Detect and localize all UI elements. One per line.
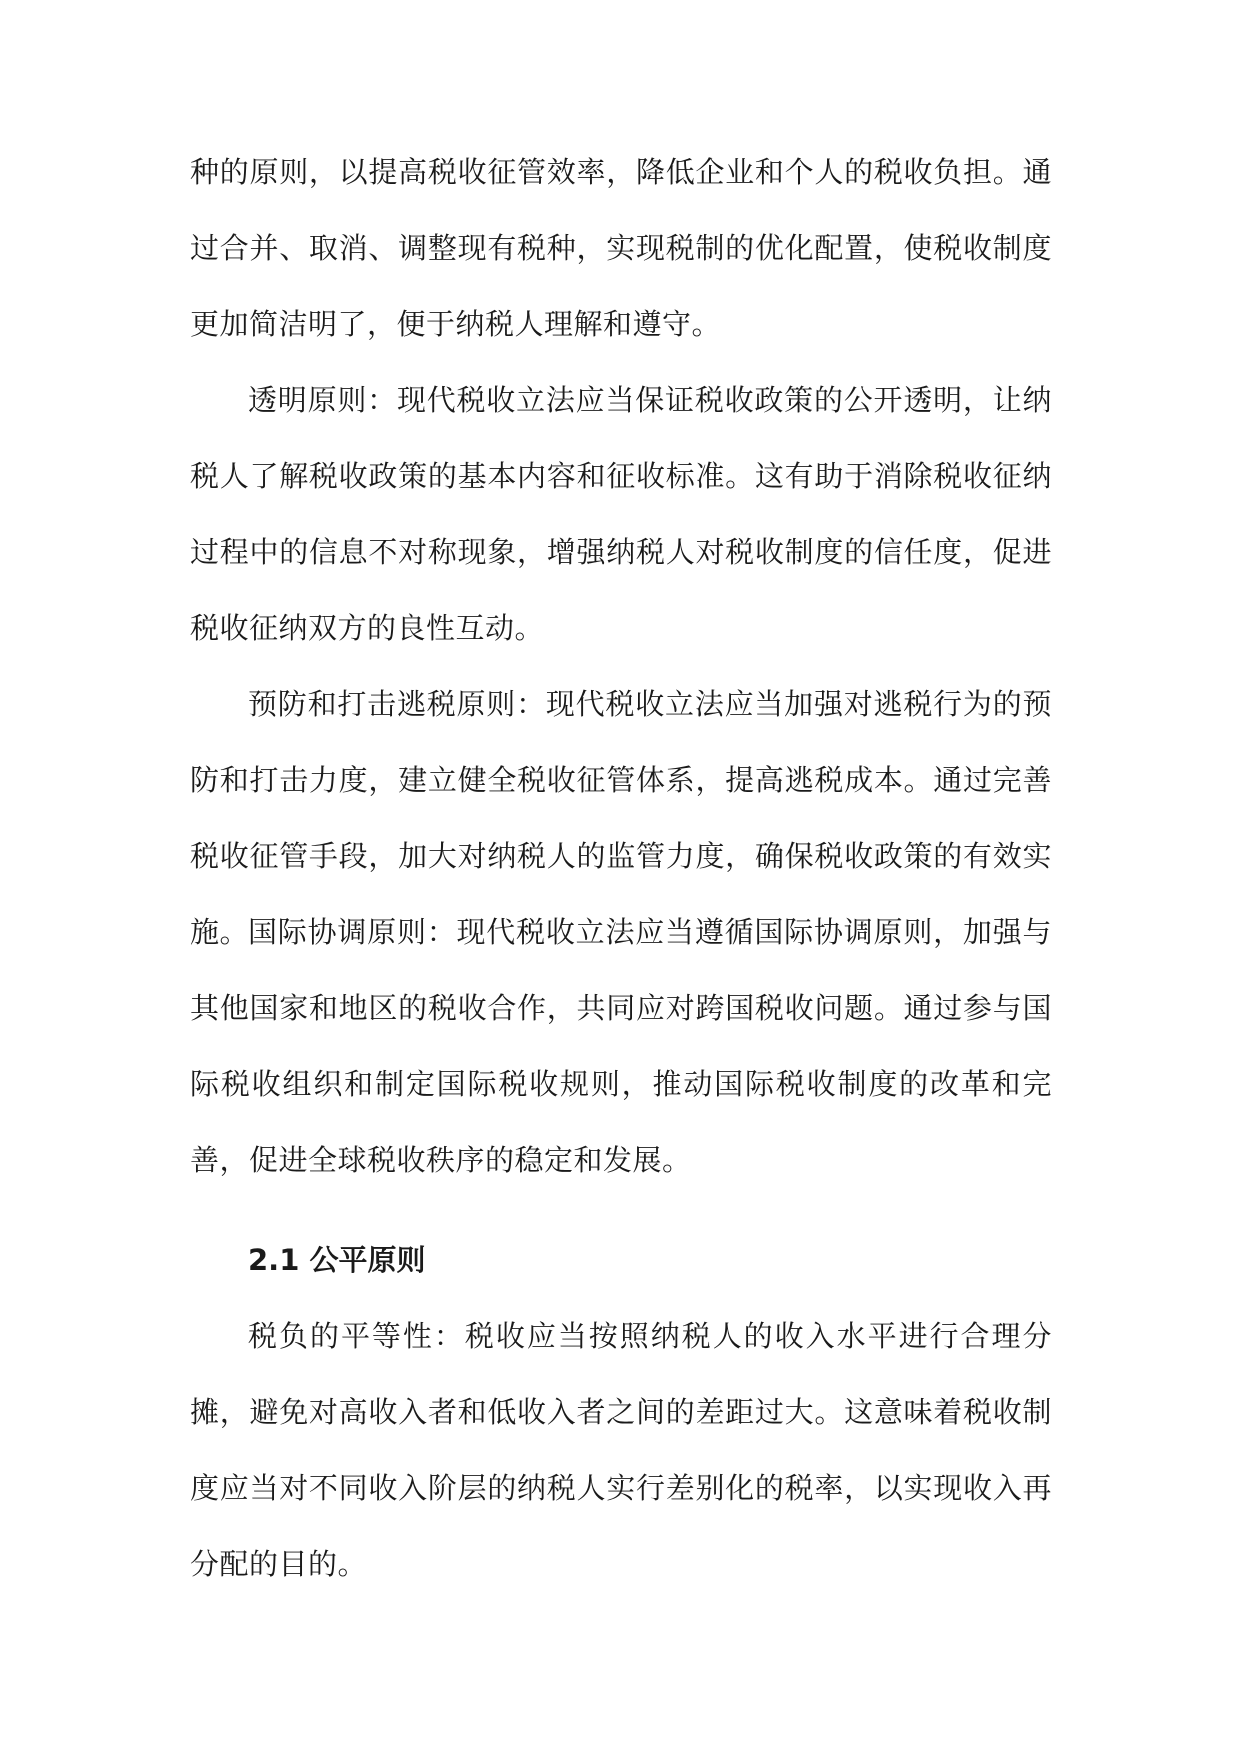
paragraph-simplification-continued: 种的原则，以提高税收征管效率，降低企业和个人的税收负担。通过合并、取消、调整现有税种，实现税制的优化配置，使税收制度更加简洁明了，便于纳税人理解和遵守。 — [190, 155, 1052, 341]
paragraph-transparency-principle: 透明原则：现代税收立法应当保证税收政策的公开透明，让纳税人了解税收政策的基本内容和征收标准。这有助于消除税收征纳过程中的信息不对称现象，增强纳税人对税收制度的信任度，促进税收征纳双方的良性互动。 — [190, 383, 1052, 645]
paragraph-anti-evasion-principle: 预防和打击逃税原则：现代税收立法应当加强对逃税行为的预防和打击力度，建立健全税收征管体系，提高逃税成本。通过完善税收征管手段，加大对纳税人的监管力度，确保税收政策的有效实施。 — [190, 687, 1052, 949]
section-heading-fairness: 2.1 公平原则 — [248, 1243, 426, 1277]
paragraph-international-coordination: 国际协调原则：现代税收立法应当遵循国际协调原则，加强与其他国家和地区的税收合作，共同应对跨国税收问题。通过参与国际税收组织和制定国际税收规则，推动国际税收制度的改革和完善，促进全球税收秩序的稳定和发展。 — [190, 915, 1052, 1177]
paragraph-tax-equality: 税负的平等性：税收应当按照纳税人的收入水平进行合理分摊，避免对高收入者和低收入者之间的差距过大。这意味着税收制度应当对不同收入阶层的纳税人实行差别化的税率，以实现收入再分配的目的。 — [190, 1319, 1052, 1581]
